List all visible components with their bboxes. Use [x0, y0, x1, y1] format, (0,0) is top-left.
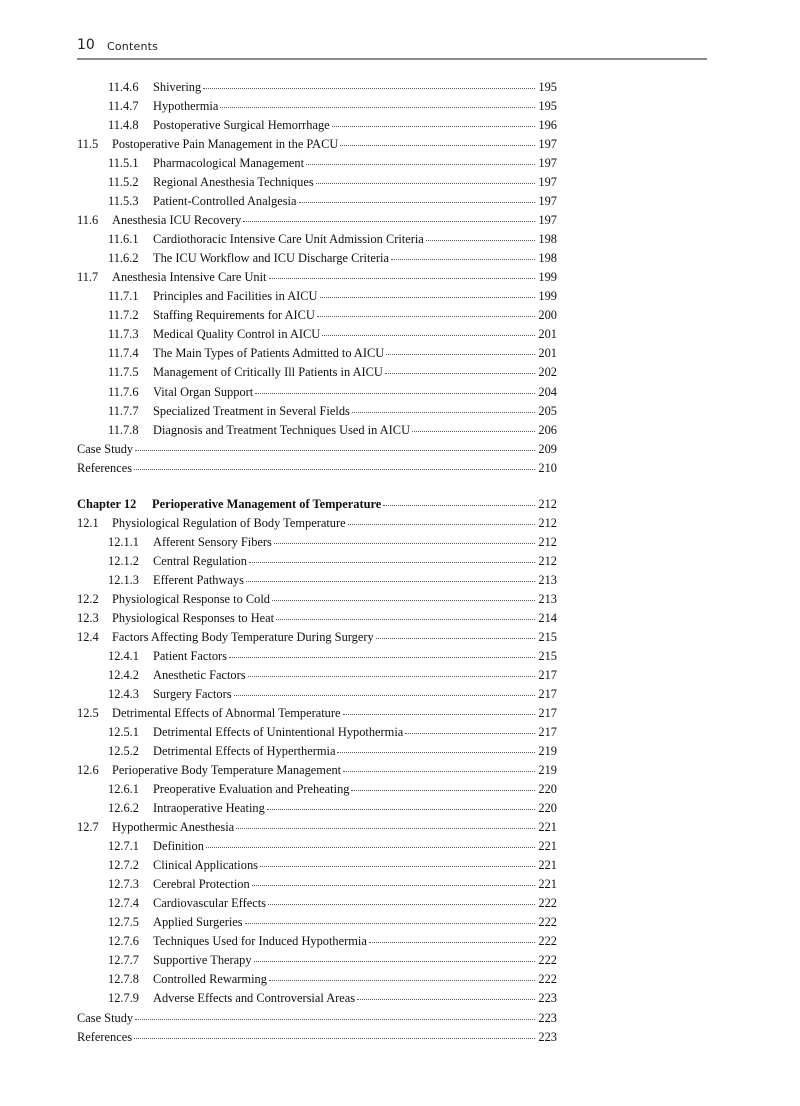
dot-leader	[317, 312, 535, 317]
toc-entry-title: Physiological Responses to Heat	[112, 610, 275, 625]
toc-entry-number: 12.6.1	[108, 782, 139, 797]
dot-leader	[248, 672, 535, 677]
dot-leader	[343, 767, 535, 772]
toc-entry-page: 197	[538, 175, 557, 190]
toc-entry-number: 11.7.5	[108, 365, 139, 380]
toc-entry-title: Case Study	[77, 441, 134, 456]
dot-leader	[351, 786, 535, 791]
running-title: Contents	[107, 40, 159, 53]
toc-chapter-heading	[77, 495, 557, 514]
toc-entry-title: Shivering	[153, 80, 202, 94]
dot-leader	[348, 520, 535, 525]
toc-entry-number: 12.4	[77, 629, 99, 644]
dot-leader	[134, 1034, 535, 1039]
dot-leader	[337, 748, 535, 753]
toc-entry	[77, 647, 557, 666]
toc-entry-page: 220	[538, 801, 557, 816]
toc-entry-page: 214	[538, 610, 557, 625]
toc-entry-page: 197	[538, 213, 557, 228]
toc-entry-title: Medical Quality Control in AICU	[153, 327, 321, 342]
toc-entry-page: 213	[538, 591, 557, 606]
toc-entry-number: 12.5	[77, 706, 99, 720]
dot-leader	[236, 824, 535, 829]
dot-leader	[322, 331, 535, 336]
toc-entry	[77, 970, 557, 989]
toc-entry-title: References	[77, 1029, 133, 1044]
toc-entry	[77, 325, 557, 344]
toc-entry-title: Factors Affecting Body Temperature During Surgery	[112, 629, 374, 644]
dot-leader	[299, 198, 536, 203]
toc-entry	[77, 875, 557, 894]
toc-entry-title: Anesthesia ICU Recovery	[112, 213, 242, 228]
toc-entry	[77, 951, 557, 970]
toc-entry-title: Vital Organ Support	[153, 384, 254, 399]
toc-entry	[77, 192, 557, 211]
toc-entry-title: Intraoperative Heating	[153, 801, 265, 816]
toc-entry-number: 11.6.1	[108, 232, 139, 247]
toc-entry-title: Detrimental Effects of Abnormal Temperature	[112, 706, 341, 720]
dot-leader	[352, 408, 535, 413]
toc-entry-page: 222	[538, 896, 557, 911]
toc-entry-page: 222	[538, 972, 557, 987]
toc-entry-title: Management of Critically Ill Patients in AICU	[153, 365, 383, 380]
toc-entry-page: 197	[538, 194, 557, 209]
toc-entry	[77, 383, 557, 402]
dot-leader	[243, 217, 535, 222]
toc-entry-title: Cardiothoracic Intensive Care Unit Admission Criteria	[153, 232, 424, 247]
toc-entry	[77, 440, 557, 459]
dot-leader	[245, 919, 535, 924]
toc-entry-title: Postoperative Pain Management in the PACU	[112, 137, 339, 152]
dot-leader	[269, 976, 535, 981]
dot-leader	[376, 634, 535, 639]
toc-entry-number: 11.7.1	[108, 289, 139, 304]
toc-entry-page: 198	[538, 232, 557, 247]
dot-leader	[206, 843, 535, 848]
toc-entry-title: The Main Types of Patients Admitted to AICU	[153, 346, 385, 361]
toc-entry-number: 11.7	[77, 270, 99, 285]
toc-entry-number: 11.6	[77, 213, 99, 228]
toc-entry-title: Specialized Treatment in Several Fields	[153, 403, 350, 418]
dot-leader	[135, 446, 535, 451]
toc-entry-page: 204	[538, 384, 557, 399]
toc-entry-page: 217	[538, 667, 557, 682]
toc-entry-number: 12.7.9	[108, 991, 139, 1006]
toc-entry	[77, 459, 557, 478]
toc-entry	[77, 402, 557, 421]
toc-entry-page: 209	[538, 441, 557, 456]
toc-entry-page: 200	[538, 308, 557, 323]
toc-entry	[77, 533, 557, 552]
toc-entry-title: Afferent Sensory Fibers	[153, 534, 272, 549]
toc-entry	[77, 306, 557, 325]
toc-entry-number: 11.4.7	[108, 99, 139, 114]
dot-leader	[369, 938, 535, 943]
toc-entry	[77, 363, 557, 382]
toc-entry-page: 215	[538, 648, 557, 663]
toc-entry-title: Techniques Used for Induced Hypothermia	[153, 934, 367, 949]
toc-entry-page: 206	[538, 422, 557, 437]
toc-entry-page: 196	[538, 118, 557, 133]
toc-entry-page: 217	[538, 686, 557, 701]
toc-entry-title: Pharmacological Management	[153, 156, 305, 171]
toc-entry	[77, 989, 557, 1008]
toc-entry	[77, 913, 557, 932]
toc-entry-number: 11.5	[77, 137, 99, 152]
dot-leader	[426, 236, 535, 241]
toc-entry-number: 12.4.2	[108, 667, 139, 682]
dot-leader	[135, 1015, 535, 1020]
dot-leader	[276, 615, 535, 620]
toc-entry	[77, 1009, 557, 1028]
toc-entry	[77, 135, 557, 154]
toc-entry-page: 201	[538, 327, 557, 342]
toc-entry-page: 195	[538, 80, 557, 94]
toc-entry-page: 212	[538, 496, 557, 511]
dot-leader	[255, 389, 535, 394]
dot-leader	[386, 350, 535, 355]
toc-entry-page: 221	[538, 820, 557, 835]
toc-entry-page: 221	[538, 877, 557, 892]
toc-entry-number: 12.7.4	[108, 896, 139, 911]
toc-entry-title: Cardiovascular Effects	[153, 896, 266, 911]
toc-entry-page: 198	[538, 251, 557, 266]
toc-entry	[77, 723, 557, 742]
toc-entry	[77, 173, 557, 192]
toc-entry	[77, 742, 557, 761]
dot-leader	[357, 995, 535, 1000]
toc-entry-title: Postoperative Surgical Hemorrhage	[153, 118, 330, 133]
toc-entry	[77, 1028, 557, 1047]
toc-entry	[77, 590, 557, 609]
toc-entry	[77, 894, 557, 913]
toc-entry-page: 219	[538, 763, 557, 778]
dot-leader	[203, 84, 535, 89]
toc-entry	[77, 932, 557, 951]
dot-leader	[316, 179, 535, 184]
toc-entry-number: 11.6.2	[108, 251, 139, 266]
toc-entry-number: 12.1	[77, 515, 99, 530]
toc-entry-page: 222	[538, 934, 557, 949]
dot-leader	[234, 691, 535, 696]
toc-entry-number: 11.7.7	[108, 403, 139, 418]
toc-entry	[77, 780, 557, 799]
toc-entry-page: 213	[538, 572, 557, 587]
toc-entry-title: Hypothermic Anesthesia	[112, 820, 235, 835]
toc-entry-title: Surgery Factors	[153, 686, 232, 701]
toc-entry-title: Central Regulation	[153, 553, 247, 568]
toc-entry	[77, 154, 557, 173]
toc-entry-page: 222	[538, 953, 557, 968]
toc-entry	[77, 685, 557, 704]
dot-leader	[385, 369, 535, 374]
toc-entry-page: 199	[538, 289, 557, 304]
toc-entry-number: 11.7.4	[108, 346, 139, 361]
toc-entry-page: 212	[538, 553, 557, 568]
toc-entry-title: Anesthesia Intensive Care Unit	[112, 270, 267, 285]
toc-entry-title: Patient Factors	[153, 648, 227, 663]
toc-entry-number: 12.7.3	[108, 877, 139, 892]
toc-entry	[77, 287, 557, 306]
toc-entry-number: 12.7.7	[108, 953, 139, 968]
toc-entry	[77, 666, 557, 685]
toc-entry	[77, 78, 557, 97]
toc-entry-title: Principles and Facilities in AICU	[153, 289, 318, 304]
toc-entry-number: Chapter 12	[77, 496, 137, 511]
toc-entry-title: Controlled Rewarming	[153, 972, 267, 987]
toc-entry	[77, 230, 557, 249]
toc-entry-title: Cerebral Protection	[153, 877, 250, 892]
toc-entry-number: 11.4.8	[108, 118, 139, 133]
toc-entry-number: 12.6.2	[108, 801, 139, 816]
toc-entry	[77, 268, 557, 287]
toc-entry	[77, 628, 557, 647]
dot-leader	[252, 881, 535, 886]
toc-entry	[77, 344, 557, 363]
toc-entry	[77, 514, 557, 533]
toc-entry-title: Patient-Controlled Analgesia	[153, 194, 297, 209]
dot-leader	[134, 465, 535, 470]
toc-entry	[77, 704, 557, 723]
toc-entry	[77, 856, 557, 875]
toc-entry-page: 205	[538, 403, 557, 418]
toc-entry-title: Perioperative Body Temperature Management	[112, 763, 342, 778]
toc-entry-page: 197	[538, 137, 557, 152]
toc-entry-title: Detrimental Effects of Hyperthermia	[153, 744, 336, 759]
toc-entry-number: 12.2	[77, 591, 99, 606]
toc-entry-title: Physiological Response to Cold	[112, 591, 270, 606]
dot-leader	[260, 862, 535, 867]
toc-entry	[77, 116, 557, 135]
toc-entry-page: 219	[538, 744, 557, 759]
toc-entry-number: 12.1.1	[108, 534, 139, 549]
toc-entry-page: 212	[538, 515, 557, 530]
dot-leader	[220, 103, 535, 108]
toc-entry-page: 221	[538, 839, 557, 854]
dot-leader	[249, 558, 535, 563]
toc-entry-title: Physiological Regulation of Body Temperature	[112, 515, 346, 530]
toc-entry-number: 11.7.3	[108, 327, 139, 342]
toc-entry-number: 12.7.6	[108, 934, 139, 949]
toc-entry-page: 217	[538, 706, 557, 720]
toc-entry-title: Clinical Applications	[153, 858, 258, 873]
toc-entry-page: 215	[538, 629, 557, 644]
toc-entry-title: Staffing Requirements for AICU	[153, 308, 315, 323]
toc-entry-title: Definition	[153, 839, 204, 854]
toc-entry-number: 12.7	[77, 820, 99, 835]
toc-entry-title: Detrimental Effects of Unintentional Hypothermia	[153, 725, 404, 740]
toc-entry-number: 12.7.1	[108, 839, 139, 854]
toc-entry	[77, 249, 557, 268]
toc-entry-title: Diagnosis and Treatment Techniques Used in AICU	[153, 422, 411, 437]
toc-entry-number: 12.4.1	[108, 648, 139, 663]
toc-entry-title: Anesthetic Factors	[153, 667, 246, 682]
toc-entry-title: References	[77, 460, 133, 475]
toc-entry-title: Supportive Therapy	[153, 953, 252, 968]
toc-entry-page: 197	[538, 156, 557, 171]
toc-entry-title: Efferent Pathways	[153, 572, 244, 587]
page-number: 10	[77, 37, 95, 53]
toc-entry-title: Adverse Effects and Controversial Areas	[153, 991, 356, 1006]
dot-leader	[405, 729, 535, 734]
toc-entry-number: 12.5.2	[108, 744, 139, 759]
dot-leader	[332, 122, 535, 127]
toc-entry-number: 12.1.3	[108, 572, 139, 587]
dot-leader	[274, 539, 535, 544]
dot-leader	[267, 805, 535, 810]
toc-entry	[77, 552, 557, 571]
toc-entry	[77, 97, 557, 116]
toc-entry-page: 212	[538, 534, 557, 549]
toc-entry-title: Regional Anesthesia Techniques	[153, 175, 314, 190]
dot-leader	[246, 577, 535, 582]
toc-entry-number: 12.7.8	[108, 972, 139, 987]
toc-entry	[77, 761, 557, 780]
toc-entry	[77, 818, 557, 837]
toc-entry-page: 221	[538, 858, 557, 873]
toc-entry-page: 199	[538, 270, 557, 285]
toc-entry-number: 12.7.5	[108, 915, 139, 930]
dot-leader	[383, 501, 535, 506]
dot-leader	[391, 255, 535, 260]
dot-leader	[272, 596, 535, 601]
toc-entry-number: 12.7.2	[108, 858, 139, 873]
toc-entry-title: The ICU Workflow and ICU Discharge Criteria	[153, 251, 389, 266]
toc-entry-number: 12.4.3	[108, 686, 139, 701]
dot-leader	[229, 653, 535, 658]
dot-leader	[412, 427, 535, 432]
toc-entry	[77, 211, 557, 230]
toc-entry-number: 11.5.1	[108, 156, 139, 171]
dot-leader	[268, 900, 535, 905]
toc-entry	[77, 799, 557, 818]
page-header	[77, 36, 707, 60]
toc-entry-page: 223	[538, 1010, 557, 1025]
toc-entry-number: 11.4.6	[108, 80, 139, 94]
toc-entry	[77, 609, 557, 628]
dot-leader	[320, 293, 535, 298]
toc-entry-number: 12.1.2	[108, 553, 139, 568]
toc-entry-page: 222	[538, 915, 557, 930]
toc-entry-number: 11.5.3	[108, 194, 139, 209]
dot-leader	[340, 141, 535, 146]
toc-entry-page: 202	[538, 365, 557, 380]
toc-entry-page: 220	[538, 782, 557, 797]
dot-leader	[254, 957, 535, 962]
toc-entry-number: 11.5.2	[108, 175, 139, 190]
toc-entry	[77, 837, 557, 856]
dot-leader	[343, 710, 535, 715]
toc-entry-number: 11.7.8	[108, 422, 139, 437]
toc-entry-number: 12.6	[77, 763, 99, 778]
dot-leader	[306, 160, 535, 165]
toc-entry-page: 210	[538, 460, 557, 475]
toc-entry-number: 12.5.1	[108, 725, 139, 740]
toc-entry-page: 223	[538, 1029, 557, 1044]
toc-entry	[77, 421, 557, 440]
toc-entry-title: Preoperative Evaluation and Preheating	[153, 782, 350, 797]
toc-entry-title: Applied Surgeries	[153, 915, 243, 930]
toc-entry-page: 195	[538, 99, 557, 114]
toc-entry-page: 201	[538, 346, 557, 361]
toc-entry	[77, 571, 557, 590]
toc-entry-title: Case Study	[77, 1010, 134, 1025]
toc-entry-page: 223	[538, 991, 557, 1006]
dot-leader	[269, 274, 536, 279]
toc-entry-number: 11.7.2	[108, 308, 139, 323]
toc-entry-page: 217	[538, 725, 557, 740]
toc-entry-title: Hypothermia	[153, 99, 219, 114]
toc-entry-title: Perioperative Management of Temperature	[152, 496, 382, 511]
toc-entry-number: 11.7.6	[108, 384, 139, 399]
toc-entry-number: 12.3	[77, 610, 99, 625]
table-of-contents	[77, 78, 557, 1047]
